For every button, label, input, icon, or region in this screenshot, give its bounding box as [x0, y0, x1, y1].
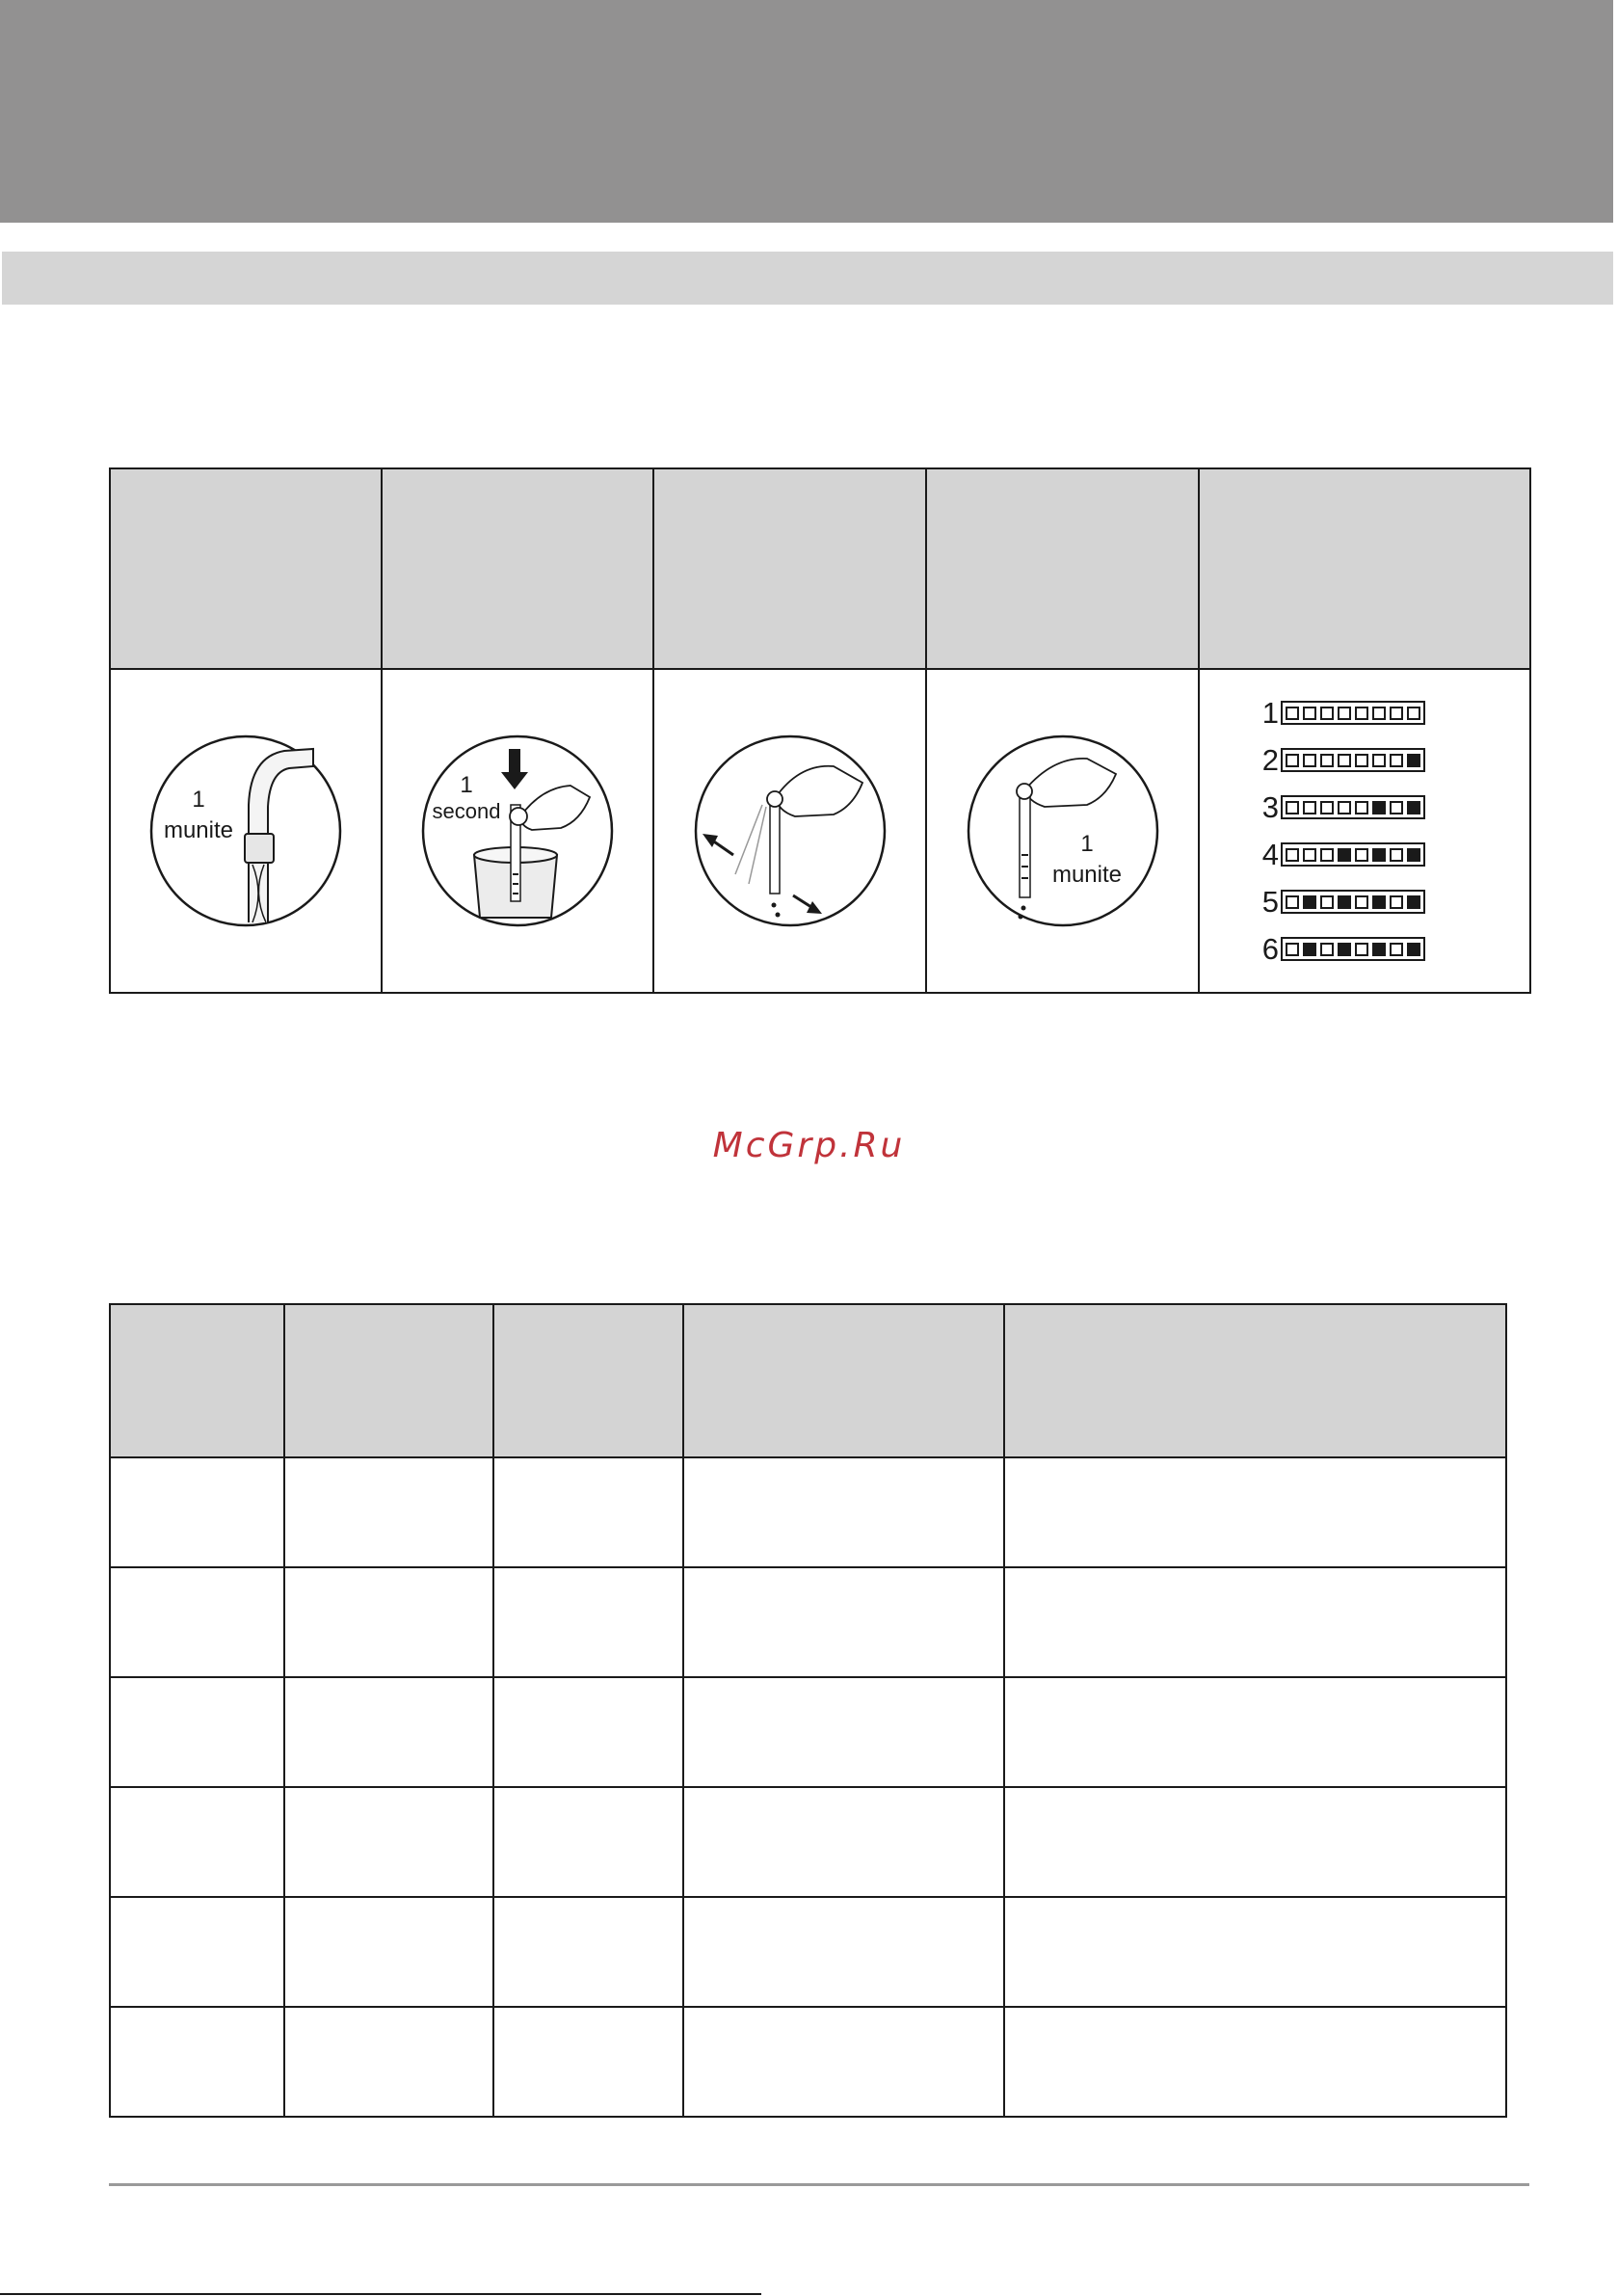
level-bar [1281, 842, 1425, 867]
watermark: McGrp.Ru [712, 1126, 906, 1165]
level-square [1407, 707, 1420, 720]
step-1-top-label: 1 [192, 787, 205, 813]
level-square [1390, 895, 1403, 909]
steps-header-cell [382, 468, 653, 669]
level-square [1303, 707, 1316, 720]
results-header-cell [683, 1304, 1004, 1457]
level-row [1254, 831, 1475, 878]
level-square [1338, 895, 1351, 909]
level-square [1355, 707, 1368, 720]
step-4-top-label: 1 [1079, 831, 1094, 857]
level-number: 2 [1261, 743, 1279, 777]
level-square [1303, 943, 1316, 956]
level-square [1407, 943, 1420, 956]
level-row [1254, 784, 1475, 831]
faucet-icon [111, 730, 381, 932]
step-4-bottom-label: munite [1051, 862, 1122, 888]
level-square [1355, 943, 1368, 956]
level-square [1286, 754, 1299, 767]
step-2-cell [382, 669, 653, 993]
results-header-cell [493, 1304, 683, 1457]
level-square [1407, 895, 1420, 909]
level-bar [1281, 937, 1425, 961]
hardness-level-scale [1254, 689, 1475, 973]
table-row [110, 1787, 1506, 1897]
header-band [0, 0, 1613, 223]
level-square [1372, 801, 1386, 814]
level-square [1320, 848, 1334, 862]
level-number: 3 [1261, 790, 1279, 824]
level-bar [1281, 701, 1425, 725]
step-5-cell [1199, 669, 1530, 993]
level-square [1390, 754, 1403, 767]
level-square [1286, 943, 1299, 956]
level-square [1390, 943, 1403, 956]
level-square [1355, 848, 1368, 862]
level-row [1254, 878, 1475, 925]
bottom-rule [0, 2293, 761, 2295]
level-square [1407, 848, 1420, 862]
level-number: 6 [1261, 932, 1279, 966]
level-square [1338, 801, 1351, 814]
level-square [1320, 943, 1334, 956]
table-row [110, 2007, 1506, 2117]
table-row [110, 1457, 1506, 1567]
level-square [1286, 707, 1299, 720]
level-square [1372, 754, 1386, 767]
level-square [1355, 895, 1368, 909]
step-3-cell [653, 669, 926, 993]
level-square [1338, 943, 1351, 956]
level-square [1407, 754, 1420, 767]
results-header-cell [284, 1304, 493, 1457]
steps-header-cell [926, 468, 1199, 669]
level-bar [1281, 748, 1425, 772]
level-square [1338, 754, 1351, 767]
level-square [1320, 707, 1334, 720]
level-square [1355, 754, 1368, 767]
level-number: 5 [1261, 885, 1279, 919]
wait-strip-icon [927, 730, 1198, 932]
level-square [1320, 801, 1334, 814]
level-square [1390, 801, 1403, 814]
steps-header-row [110, 468, 1530, 669]
table-row [110, 1677, 1506, 1787]
level-square [1286, 801, 1299, 814]
steps-header-cell [653, 468, 926, 669]
level-square [1372, 943, 1386, 956]
level-square [1320, 895, 1334, 909]
level-square [1286, 848, 1299, 862]
level-number: 1 [1261, 696, 1279, 730]
level-square [1390, 707, 1403, 720]
level-square [1286, 895, 1299, 909]
level-row [1254, 925, 1475, 973]
steps-header-cell [1199, 468, 1530, 669]
level-square [1355, 801, 1368, 814]
level-square [1303, 848, 1316, 862]
shake-strip-icon [654, 730, 925, 932]
step-2-bottom-label: second [432, 799, 501, 823]
step-2-top-label: 1 [460, 772, 473, 798]
level-bar [1281, 890, 1425, 914]
results-header-row [110, 1304, 1506, 1457]
level-bar [1281, 795, 1425, 819]
steps-header-cell [110, 468, 382, 669]
level-square [1303, 895, 1316, 909]
level-square [1372, 848, 1386, 862]
table-row [110, 1567, 1506, 1677]
level-square [1372, 895, 1386, 909]
step-1-cell [110, 669, 382, 993]
subheader-band [2, 252, 1613, 305]
level-square [1338, 848, 1351, 862]
level-square [1320, 754, 1334, 767]
step-4-cell [926, 669, 1199, 993]
results-header-cell [110, 1304, 284, 1457]
level-square [1303, 754, 1316, 767]
step-1-bottom-label: munite [163, 817, 234, 843]
level-square [1303, 801, 1316, 814]
level-square [1390, 848, 1403, 862]
level-row [1254, 689, 1475, 736]
results-table [109, 1303, 1507, 2118]
level-number: 4 [1261, 838, 1279, 871]
test-steps-table [109, 467, 1531, 994]
level-square [1338, 707, 1351, 720]
dip-strip-icon [383, 730, 652, 932]
footer-rule [109, 2183, 1529, 2186]
level-square [1407, 801, 1420, 814]
table-row [110, 1897, 1506, 2007]
level-row [1254, 736, 1475, 784]
steps-image-row [110, 669, 1530, 993]
results-header-cell [1004, 1304, 1506, 1457]
level-square [1372, 707, 1386, 720]
